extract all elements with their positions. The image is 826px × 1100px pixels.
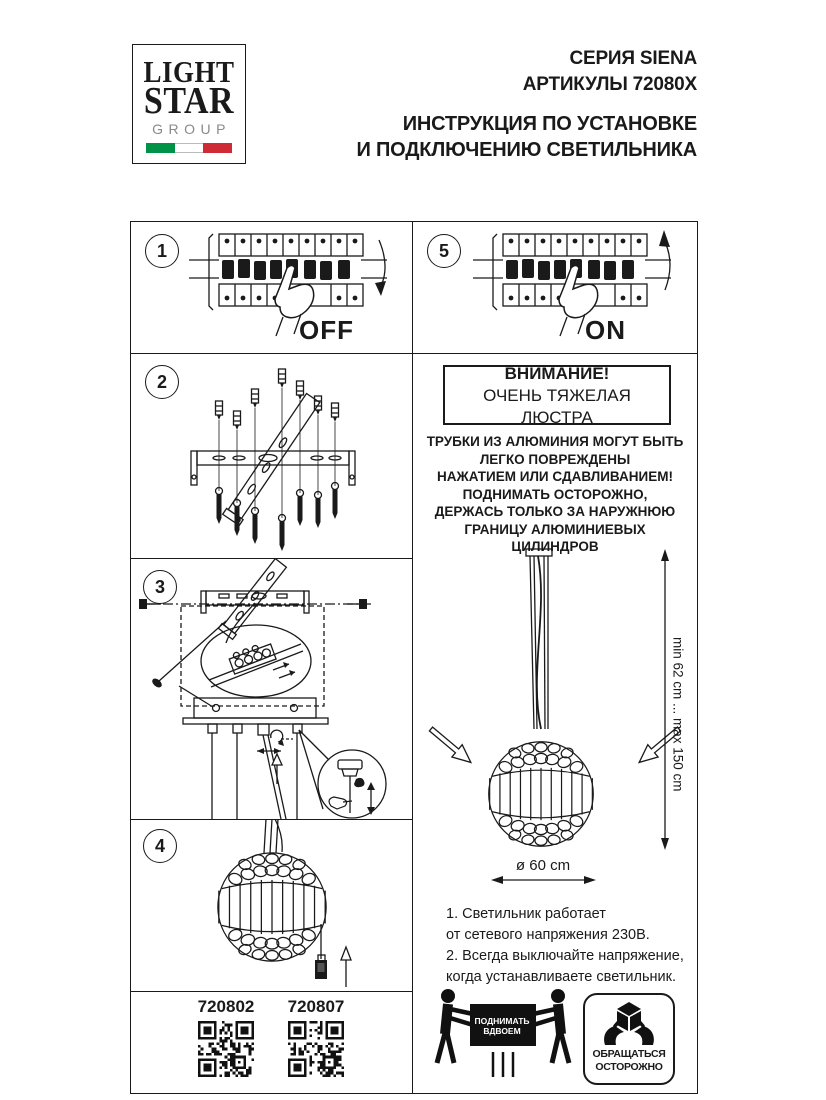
off-label: OFF (299, 315, 354, 345)
hanging-chandelier-dimensions-illustration (413, 543, 697, 898)
breaker-panel-off-illustration (183, 226, 409, 347)
lightstar-logo (132, 44, 246, 164)
qr-code-720802 (198, 1021, 254, 1077)
page-title-line1: ИНСТРУКЦИЯ ПО УСТАНОВКЕ (402, 113, 697, 135)
warning-box (443, 365, 671, 425)
canopy-wiring-illustration (131, 558, 412, 819)
on-label: ON (585, 315, 626, 345)
qr-label-720802: 720802 (197, 997, 255, 1016)
height-range-label: min 62 cm ... max 150 cm (670, 636, 686, 792)
chandelier-sphere-plug-illustration (131, 819, 412, 991)
logo-word-light: LIGHT (143, 55, 235, 89)
logo-word-group: GROUP (152, 121, 231, 137)
handle-with-care-pictogram (583, 993, 675, 1085)
step3-cell (131, 558, 412, 819)
qr-label-720807: 720807 (287, 997, 345, 1016)
lift-pictogram-text: ПОДНИМАТЬ ВДВОЕМ (474, 1016, 530, 1036)
articles-label: АРТИКУЛЫ 72080X (522, 74, 697, 95)
instruction-table (130, 221, 698, 1094)
step1-number: 1 (145, 234, 179, 268)
step4-cell (131, 819, 412, 991)
notes: 1. Светильник работает от сетевого напряжения 230В. 2. Всегда выключайте напряжение, когда устанавливаете светильник. (446, 906, 684, 985)
hands-holding-box-icon (602, 1001, 656, 1047)
handle-pictogram-text: ОБРАЩАТЬСЯ ОСТОРОЖНО (592, 1048, 666, 1073)
logo-word-star: STAR (143, 80, 235, 123)
series-label: СЕРИЯ SIENA (569, 48, 697, 69)
step3-number: 3 (143, 570, 177, 604)
document-title-block (356, 46, 697, 163)
qr-code-720807 (288, 1021, 344, 1077)
qr-cell (131, 991, 412, 1093)
step5-cell (413, 222, 697, 353)
step4-number: 4 (143, 829, 177, 863)
warning-subtitle: ОЧЕНЬ ТЯЖЕЛАЯ ЛЮСТРА (483, 385, 631, 427)
step2-cell (131, 353, 412, 558)
diameter-label: ø 60 cm (515, 857, 571, 874)
lift-with-two-pictogram (433, 987, 573, 1083)
breaker-panel-on-illustration (467, 226, 693, 347)
step2-number: 2 (145, 365, 179, 399)
right-info-cell (413, 353, 697, 1093)
step5-number: 5 (427, 234, 461, 268)
italian-flag-icon (146, 143, 232, 153)
step1-cell (131, 222, 412, 353)
warning-body: ТРУБКИ ИЗ АЛЮМИНИЯ МОГУТ БЫТЬ ЛЕГКО ПОВРЕЖДЕНЫ НАЖАТИЕМ ИЛИ СДАВЛИВАНИЕМ! ПОДНИМАТЬ ОСТОРОЖНО, ДЕРЖАСЬ ТОЛЬКО ЗА НАРУЖНЮЮ ГРАНИЦУ АЛЮМИНИЕВЫХ ЦИЛИНДРОВ (426, 434, 684, 554)
mounting-bracket-anchors-illustration (131, 353, 412, 558)
page-title-line2: И ПОДКЛЮЧЕНИЮ СВЕТИЛЬНИКА (356, 139, 697, 161)
warning-title: ВНИМАНИЕ! (504, 363, 610, 383)
